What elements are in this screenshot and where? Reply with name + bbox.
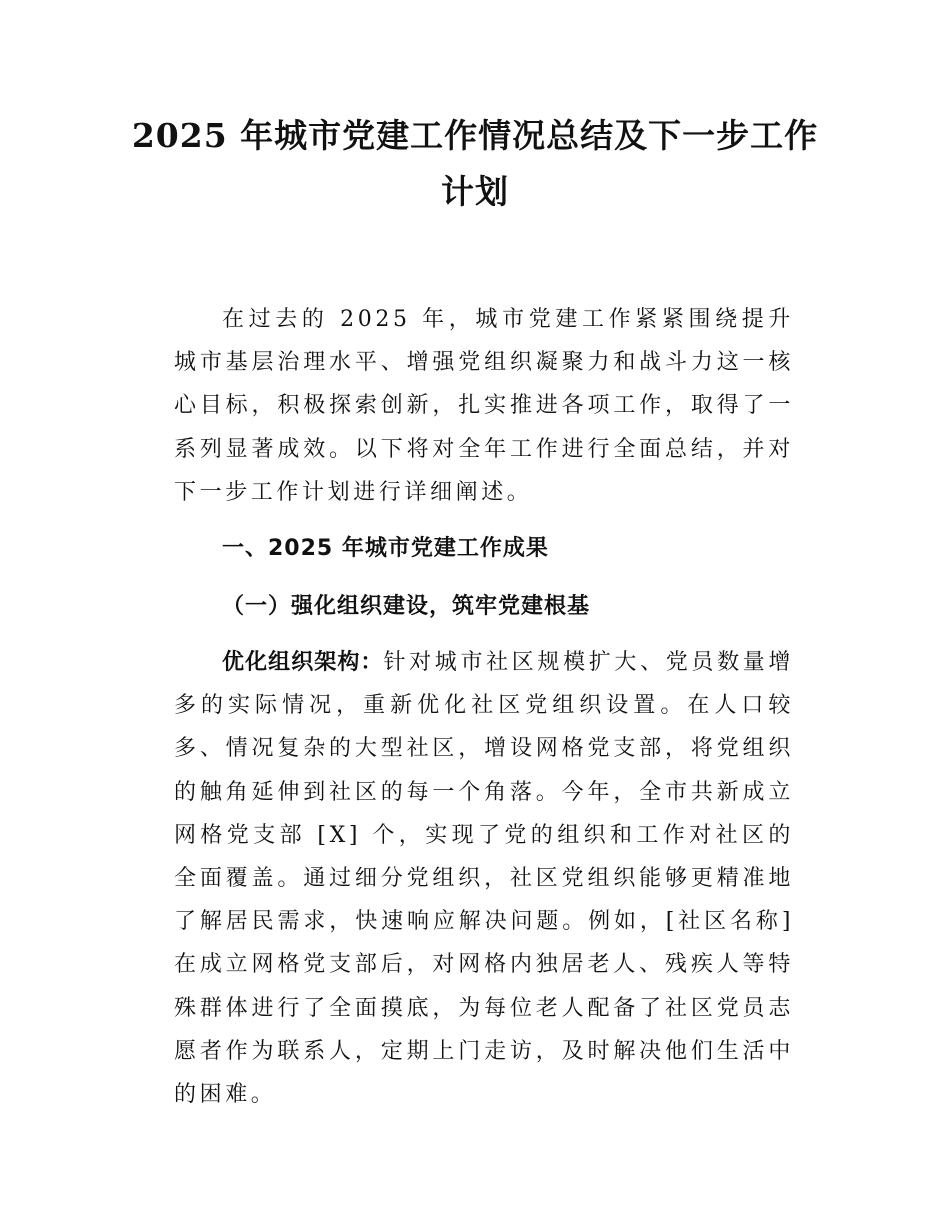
document-title-line-2: 计划 (441, 172, 509, 211)
paragraph-body: 针对城市社区规模扩大、党员数量增多的实际情况，重新优化社区党组织设置。在人口较多、情况复杂的大型社区，增设网格党支部，将党组织的触角延伸到社区的每一个角落。今年，全市共新成立网格党支部 [X] 个，实现了党的组织和工作对社区的全面覆盖。通过细分党组织，社区党组织能够更精准地了解居民需求，快速响应解决问题。例如，[社区名称] 在成立网格党支部后，对网格内独居老人、残疾人等特殊群体进行了全面摸底，为每位老人配备了社区党员志愿者作为联系人，定期上门走访，及时解决他们生活中的困难。 (174, 650, 794, 1108)
paragraph-lead: 优化组织架构： (222, 650, 384, 675)
section-heading-1: 一、2025 年城市党建工作成果 (222, 536, 549, 561)
paragraph-optimize-organization (174, 641, 794, 1116)
intro-paragraph: 在过去的 2025 年，城市党建工作紧紧围绕提升城市基层治理水平、增强党组织凝聚力和战斗力这一核心目标，积极探索创新，扎实推进各项工作，取得了一系列显著成效。以下将对全年工作进行全面总结，并对下一步工作计划进行详细阐述。 (174, 307, 794, 505)
subsection-heading-1: （一）强化组织建设，筑牢党建根基 (222, 594, 591, 619)
document-title-line-1: 2025 年城市党建工作情况总结及下一步工作 (131, 116, 819, 155)
